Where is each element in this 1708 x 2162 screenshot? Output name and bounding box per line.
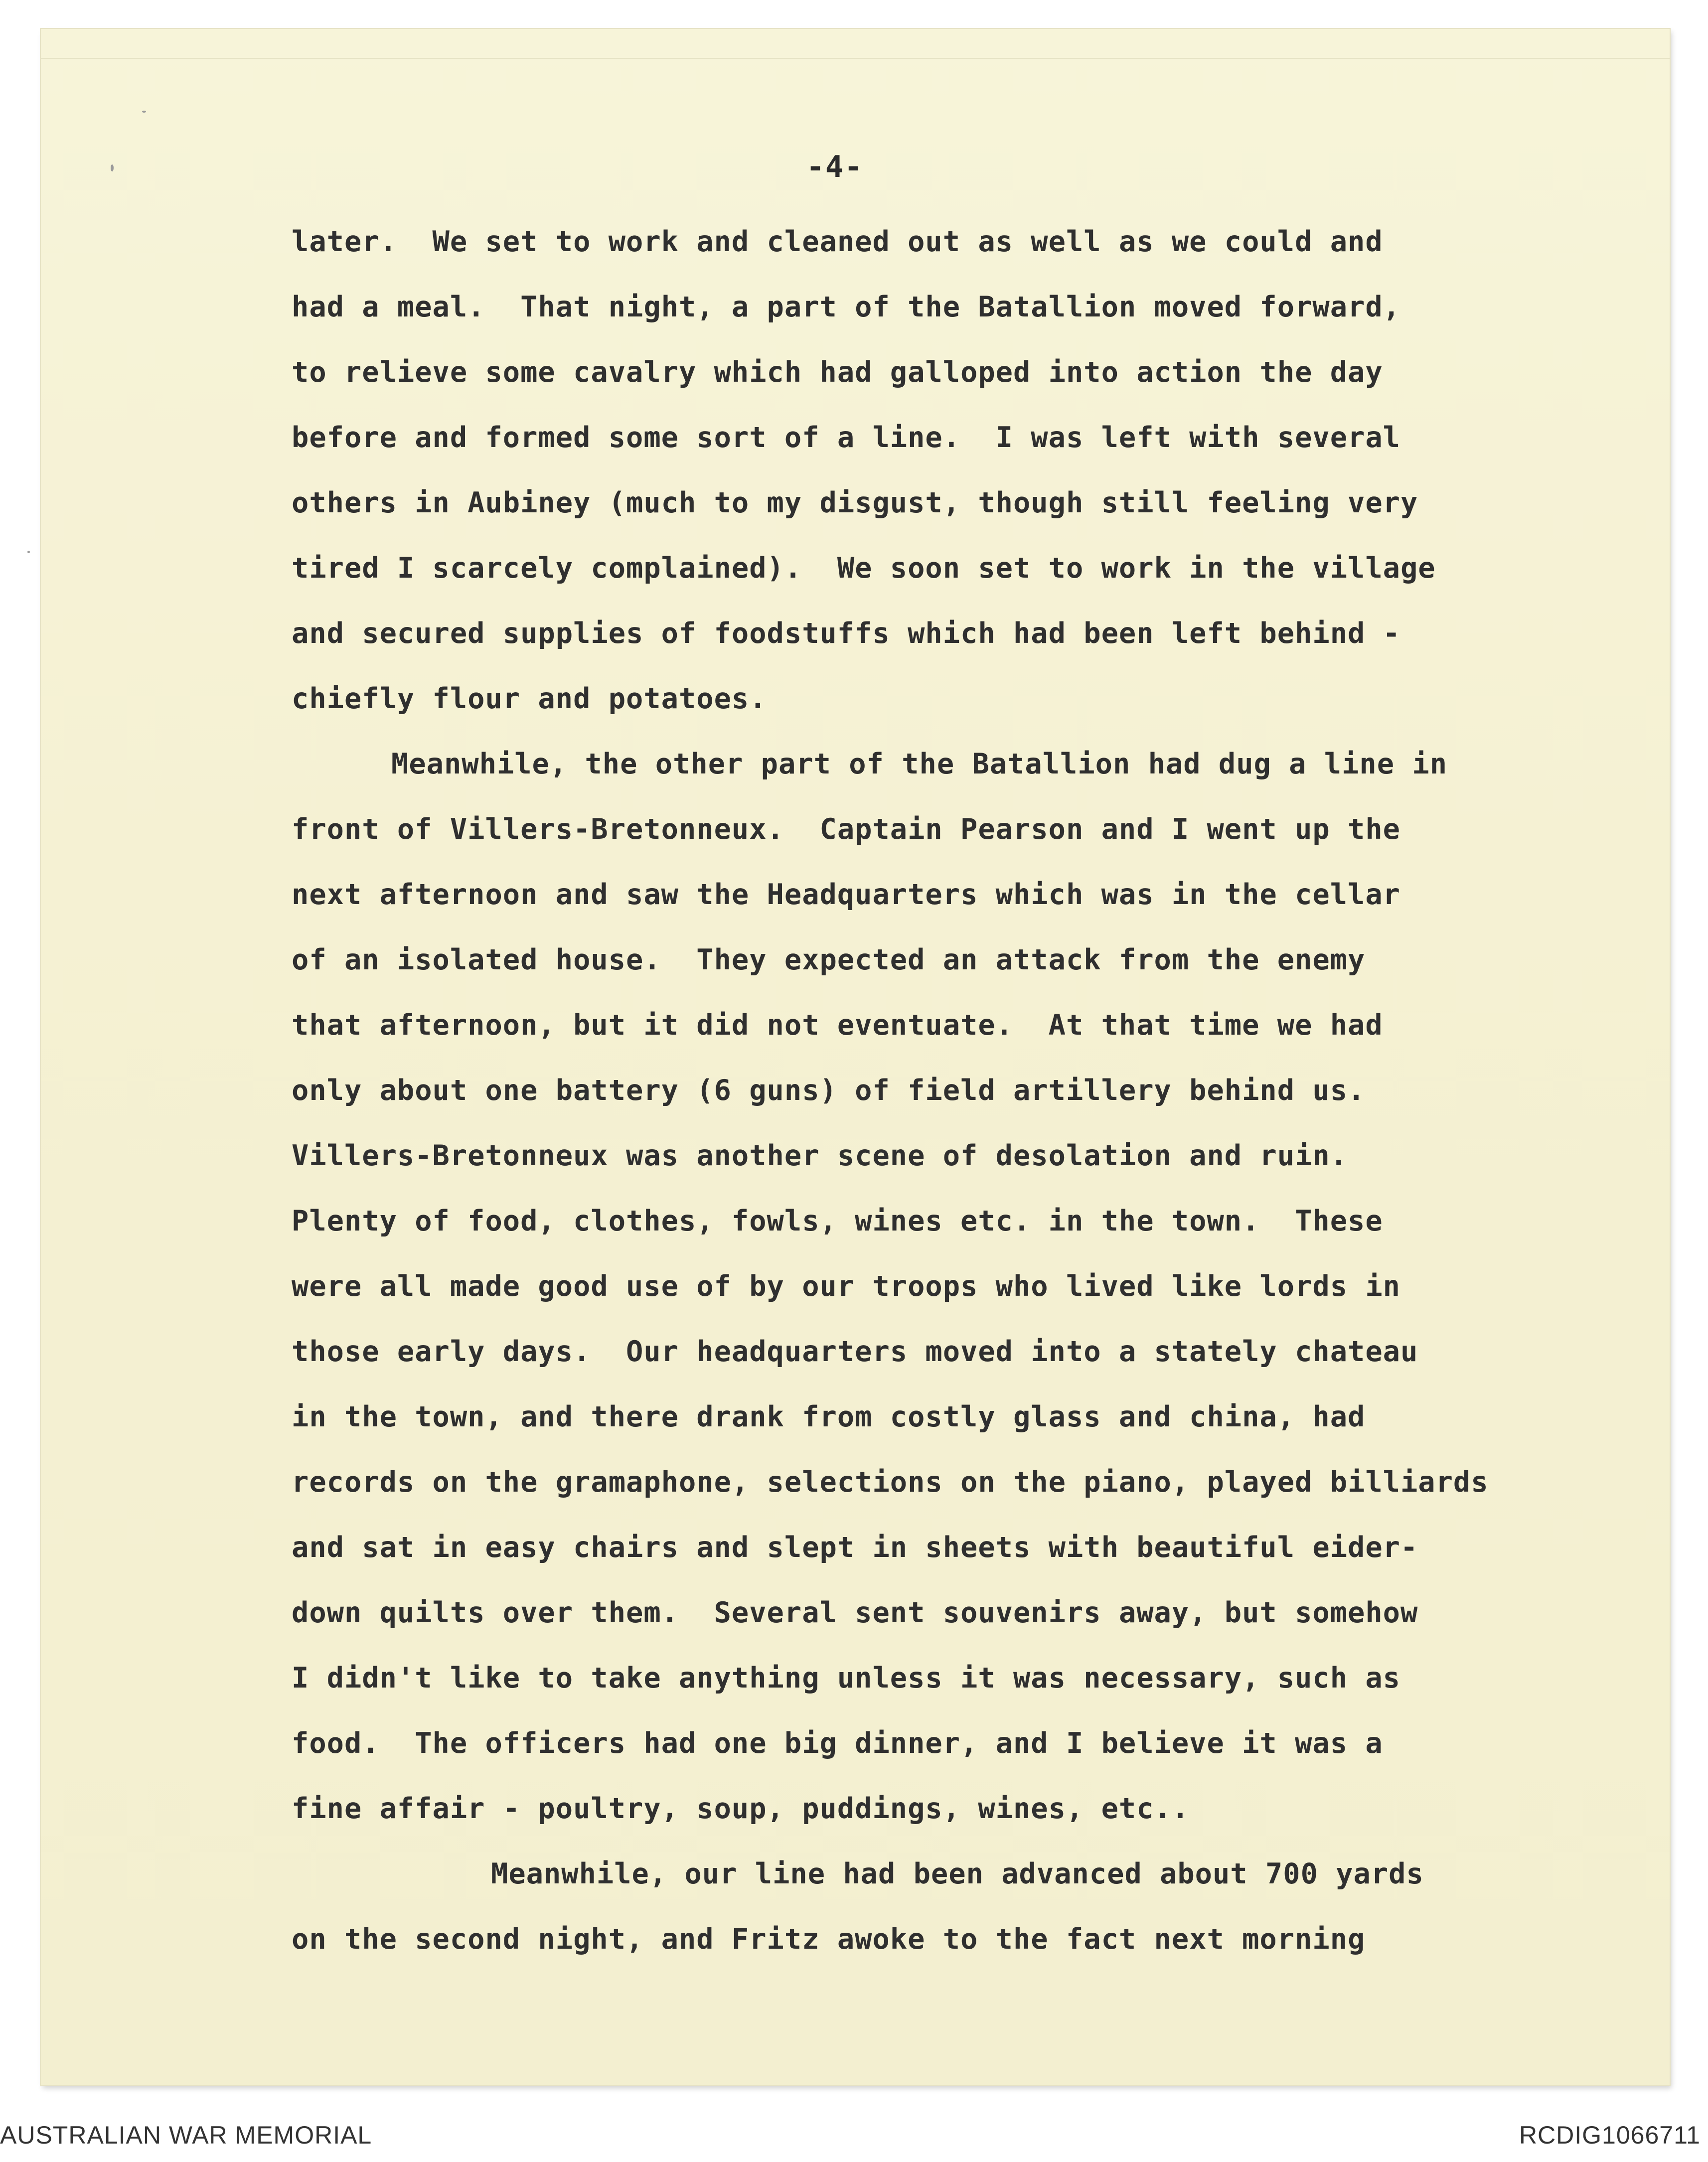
- text-line: records on the gramaphone, selections on the piano, played billiards: [292, 1466, 1489, 1499]
- text-line: chiefly flour and potatoes.: [292, 682, 767, 715]
- text-line: and secured supplies of foodstuffs which had been left behind -: [292, 617, 1400, 650]
- text-line: food. The officers had one big dinner, and I believe it was a: [292, 1727, 1383, 1760]
- text-line: front of Villers-Bretonneux. Captain Pearson and I went up the: [292, 813, 1400, 846]
- text-line: tired I scarcely complained). We soon set to work in the village: [292, 552, 1436, 585]
- footer-record-id: RCDIG1066711: [1519, 2121, 1701, 2149]
- text-line: in the town, and there drank from costly glass and china, had: [292, 1400, 1366, 1433]
- text-line: Meanwhile, the other part of the Batallion had dug a line in: [391, 748, 1448, 780]
- dust-speck: [142, 111, 146, 113]
- footer-archive-name: AUSTRALIAN WAR MEMORIAL: [0, 2121, 372, 2149]
- text-line: those early days. Our headquarters moved into a stately chateau: [292, 1335, 1418, 1368]
- paper-fold: [41, 58, 1670, 59]
- document-body: [292, 209, 1687, 1972]
- text-line: had a meal. That night, a part of the Batallion moved forward,: [292, 291, 1400, 323]
- text-line: Meanwhile, our line had been advanced about 700 yards: [491, 1857, 1424, 1890]
- text-line: I didn't like to take anything unless it was necessary, such as: [292, 1662, 1400, 1695]
- text-line: on the second night, and Fritz awoke to the fact next morning: [292, 1923, 1366, 1956]
- dust-speck: [27, 551, 30, 553]
- text-line: later. We set to work and cleaned out as well as we could and: [292, 225, 1383, 258]
- text-line: fine affair - poultry, soup, puddings, wines, etc..: [292, 1792, 1190, 1825]
- text-line: Plenty of food, clothes, fowls, wines etc. in the town. These: [292, 1205, 1383, 1237]
- text-line: that afternoon, but it did not eventuate. At that time we had: [292, 1009, 1383, 1042]
- text-line: Villers-Bretonneux was another scene of desolation and ruin.: [292, 1139, 1348, 1172]
- text-line: before and formed some sort of a line. I was left with several: [292, 421, 1400, 454]
- text-line: and sat in easy chairs and slept in sheets with beautiful eider-: [292, 1531, 1418, 1564]
- text-line: were all made good use of by our troops who lived like lords in: [292, 1270, 1400, 1303]
- paragraph: [292, 732, 1687, 1842]
- text-line: down quilts over them. Several sent souvenirs away, but somehow: [292, 1596, 1418, 1629]
- text-line: others in Aubiney (much to my disgust, though still feeling very: [292, 486, 1418, 519]
- text-line: to relieve some cavalry which had galloped into action the day: [292, 356, 1383, 389]
- dust-speck: [111, 164, 114, 171]
- paragraph: [292, 1842, 1687, 1972]
- page-number: -4-: [806, 150, 864, 184]
- paragraph: [292, 209, 1687, 732]
- text-line: of an isolated house. They expected an attack from the enemy: [292, 943, 1366, 976]
- text-line: next afternoon and saw the Headquarters which was in the cellar: [292, 878, 1400, 911]
- text-line: only about one battery (6 guns) of field artillery behind us.: [292, 1074, 1366, 1107]
